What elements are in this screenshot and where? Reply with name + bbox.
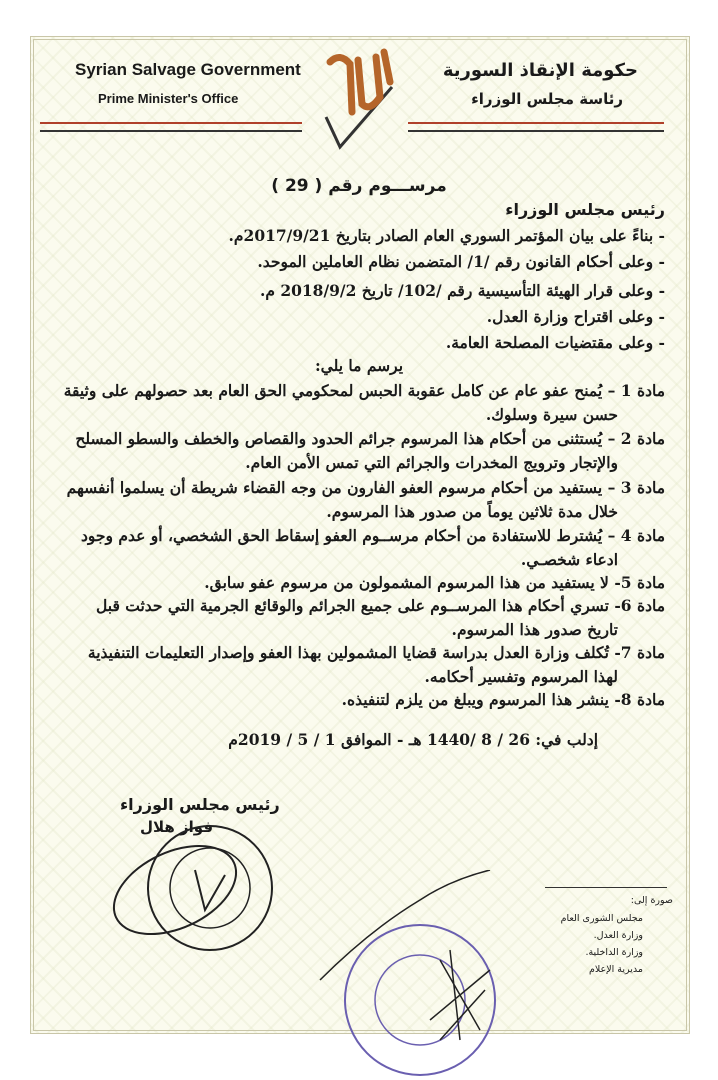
cc-item: مديرية الإعلام	[589, 964, 643, 975]
article-text-continued: والإتجار وترويج المخدرات والجرائم التي تمس الأمن العام.	[245, 453, 618, 472]
article-4	[81, 526, 665, 545]
article-text: لا يستفيد من هذا المرسوم المشمولون من مرسوم عفو سابق.	[204, 573, 609, 592]
article-label: مادة 7-	[614, 643, 665, 662]
article-7	[88, 643, 665, 662]
header-rule-right	[408, 122, 664, 132]
article-2	[75, 429, 665, 448]
article-text-continued: حسن سيرة وسلوك.	[485, 405, 618, 424]
preamble-item: - وعلى مقتضيات المصلحة العامة.	[445, 333, 665, 352]
decrees-label: يرسم ما يلي:	[314, 356, 404, 375]
cc-divider	[545, 887, 667, 888]
article-3	[67, 478, 665, 497]
header-rule-left	[40, 122, 302, 132]
article-label: مادة 3 –	[607, 478, 665, 497]
preamble-item: - وعلى اقتراح وزارة العدل.	[486, 307, 665, 326]
article-text: ينشر هذا المرسوم ويبلغ من يلزم لتنفيذه.	[341, 690, 609, 709]
article-text-continued: خلال مدة ثلاثين يوماً من صدور هذا المرسوم.	[326, 502, 618, 521]
article-5	[204, 573, 665, 592]
article-label: مادة 5-	[614, 573, 665, 592]
article-text: تسري أحكام هذا المرســوم على جميع الجرائم والوقائع الجرمية التي حدثت قبل	[96, 596, 609, 615]
article-text: يُمنح عفو عام عن كامل عقوبة الحبس لمحكومي الحق العام بعد حصولهم على وثيقة	[63, 381, 603, 400]
article-text-continued: لهذا المرسوم وتفسير أحكامه.	[424, 667, 618, 686]
article-label: مادة 6-	[614, 596, 665, 615]
header-ar-title: حكومة الإنقاذ السورية	[442, 60, 638, 81]
logo-icon	[310, 42, 406, 154]
article-text-continued: ادعاء شخصـي.	[520, 550, 618, 569]
preamble-item: - بناءً على بيان المؤتمر السوري العام الصادر بتاريخ 2017/9/21م.	[228, 226, 665, 245]
cc-item: وزارة العدل.	[593, 930, 643, 941]
preamble-item: - وعلى قرار الهيئة التأسيسية رقم /102/ تاريخ 2018/9/2 م.	[259, 281, 665, 300]
endorsement-stamp-icon	[290, 870, 520, 1080]
article-8	[342, 690, 665, 709]
article-text: يُستثنى من أحكام هذا المرسوم جرائم الحدود والقصاص والخطف والسطو المسلح	[75, 429, 603, 448]
article-label: مادة 1 –	[607, 381, 665, 400]
header-en-title: Syrian Salvage Government	[75, 60, 301, 79]
article-label: مادة 2 –	[607, 429, 665, 448]
issue-date: إدلب في: 26 / 8 /1440 هـ - الموافق 1 / 5 / 2019م	[228, 730, 598, 749]
cc-item: وزارة الداخلية.	[585, 947, 643, 958]
article-label: مادة 4 –	[607, 526, 665, 545]
article-1	[64, 381, 665, 400]
signature-name: فواز هلال	[140, 818, 214, 836]
article-text: يُشترط للاستفادة من أحكام مرســوم العفو إسقاط الحق الشخصي، أو عدم وجود	[81, 526, 603, 545]
signature-title: رئيس مجلس الوزراء	[120, 795, 280, 814]
cc-label: صورة إلى:	[630, 895, 673, 906]
article-text: تُكلف وزارة العدل بدراسة قضايا المشمولين بهذا العفو وإصدار التعليمات التنفيذية	[87, 643, 609, 662]
article-6	[96, 596, 665, 615]
article-label: مادة 8-	[614, 690, 665, 709]
decree-title: مرســـوم رقم ( 29 )	[271, 176, 447, 196]
cc-item: مجلس الشورى العام	[560, 913, 643, 924]
header-ar-subtitle: رئاسة مجلس الوزراء	[471, 90, 623, 108]
article-text-continued: تاريخ صدور هذا المرسوم.	[451, 620, 618, 639]
preamble-item: - وعلى أحكام القانون رقم /1/ المتضمن نظام العاملين الموحد.	[257, 252, 665, 271]
government-seal-icon	[100, 820, 300, 955]
article-text: يستفيد من أحكام مرسوم العفو الفارون من وجه القضاء شريطة أن يسلموا أنفسهم	[66, 478, 603, 497]
decree-issuer: رئيس مجلس الوزراء	[505, 200, 665, 219]
header-en-subtitle: Prime Minister's Office	[98, 91, 239, 106]
